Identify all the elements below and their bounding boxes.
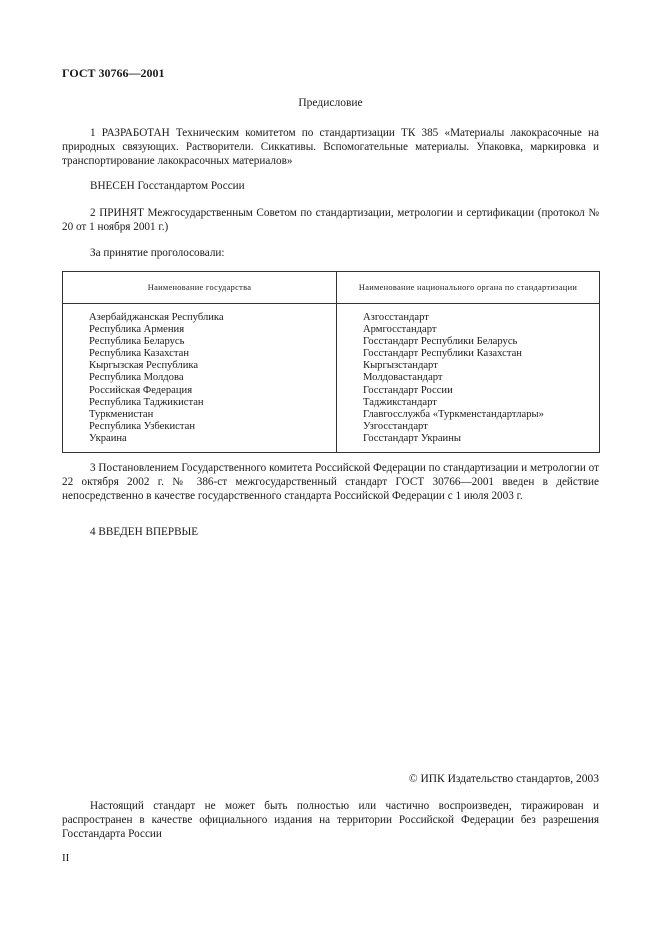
table-cell-body: Госстандарт Украины [363,432,461,444]
section-developed: 1 РАЗРАБОТАН Техническим комитетом по стандартизации ТК 385 «Материалы лакокрасочные на природных связующих. Растворители. Сиккативы. Вспомогательные материалы. Упаковка, маркировка и транспортирование лакокрасочных материалов» [62,127,599,167]
section-introduced: ВНЕСЕН Госстандартом России [90,180,245,192]
body-column [337,312,600,445]
section-adopted: 2 ПРИНЯТ Межгосударственным Советом по стандартизации, метрологии и сертификации (протокол № 20 от 1 ноября 2001 г.) [62,207,599,233]
voted-label: За принятие проголосовали: [90,247,225,259]
table-cell-state: Республика Таджикистан [89,396,204,408]
table-cell-state: Российская Федерация [89,384,193,396]
document-code: ГОСТ 30766—2001 [62,66,165,80]
table-cell-state: Туркменистан [89,408,154,420]
page-number: II [62,852,70,864]
table-cell-body: Армгосстандарт [363,324,437,336]
table-cell-body: Узгосстандарт [363,420,428,432]
table-cell-state: Республика Армения [89,324,185,336]
table-cell-state: Республика Узбекистан [89,420,196,432]
table-cell-state: Республика Молдова [89,372,184,384]
table-cell-body: Таджикстандарт [363,396,437,408]
table-cell-body: Кыргызстандарт [363,360,438,372]
table-cell-body: Госстандарт Республики Казахстан [363,348,522,360]
page-title: Предисловие [298,97,363,109]
table-header-body: Наименование национального органа по стандартизации [337,272,600,304]
table-header-state: Наименование государства [63,272,337,304]
section-first-time: 4 ВВЕДЕН ВПЕРВЫЕ [90,526,199,538]
voting-table [62,271,600,453]
table-cell-state: Республика Казахстан [89,348,190,360]
reproduction-notice: Настоящий стандарт не может быть полностью или частично воспроизведен, тиражирован и распространен в качестве официального издания на территории Российской Федерации без разрешения Госстандарта России [62,800,599,840]
state-column [63,312,337,445]
section-enacted: 3 Постановлением Государственного комитета Российской Федерации по стандартизации и метрологии от 22 октября 2002 г. № 386-ст межгосударственный стандарт ГОСТ 30766—2001 введен в действие непосредственно в качестве государственного стандарта Российской Федерации с 1 июля 2003 г. [62,462,599,502]
table-cell-body: Азгосстандарт [363,312,429,323]
table-cell-state: Азербайджанская Республика [89,312,224,323]
table-cell-body: Госстандарт России [363,384,453,396]
table-cell-body: Молдовастандарт [363,372,443,384]
table-cell-state: Украина [89,432,127,444]
copyright-notice: © ИПК Издательство стандартов, 2003 [408,773,599,785]
table-cell-state: Республика Беларусь [89,336,185,348]
table-cell-body: Главгосслужба «Туркменстандартлары» [363,408,544,420]
table-cell-body: Госстандарт Республики Беларусь [363,336,518,348]
table-cell-state: Кыргызская Республика [89,360,199,372]
